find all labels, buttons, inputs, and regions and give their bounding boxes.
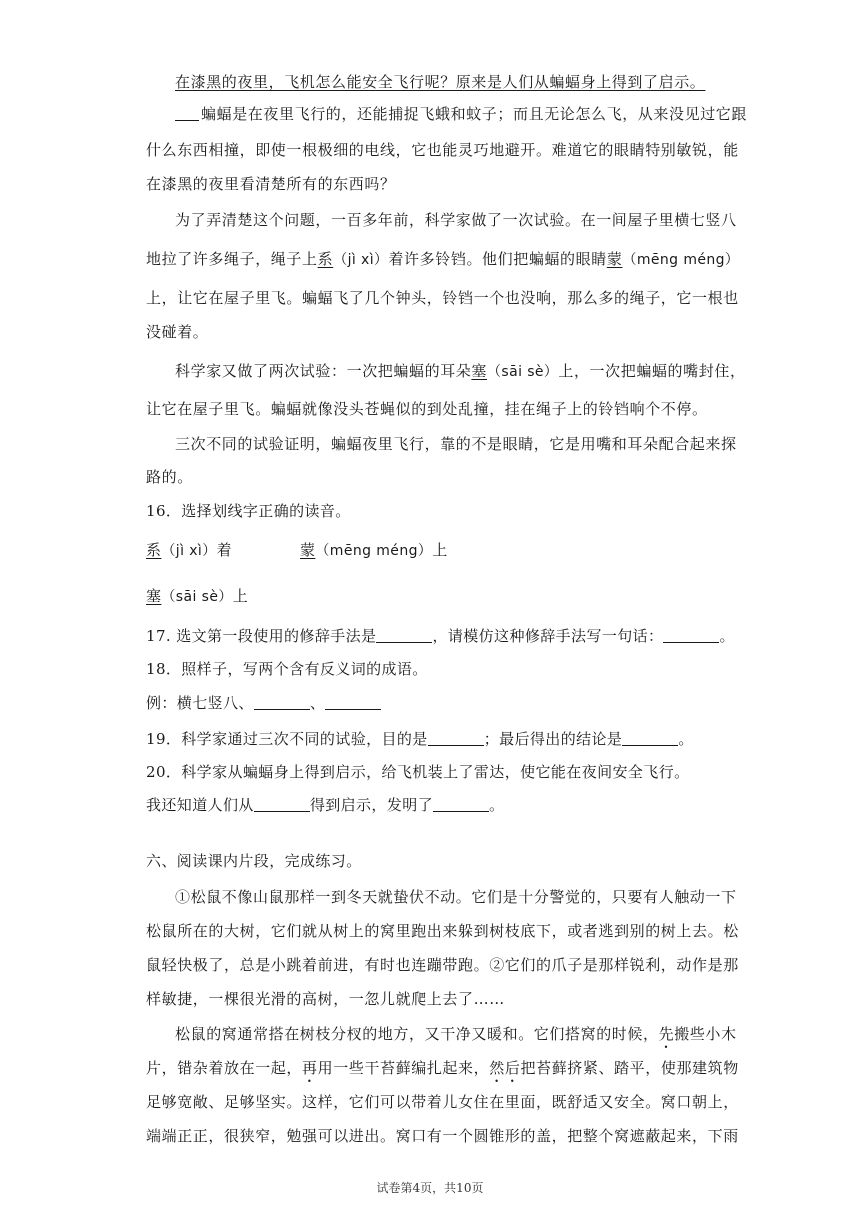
passage-text: 松鼠的窝通常搭在树枝分杈的地方，又干净又暖和。它们搭窝的时候， — [175, 1025, 659, 1043]
question-text: 。 — [678, 730, 694, 748]
passage-paragraph-5-line-2: 路的。 — [146, 468, 193, 486]
dotted-word: 先 — [658, 1025, 675, 1043]
passage-paragraph-2-line-3: 在漆黑的夜里看清楚所有的东西吗？ — [146, 175, 396, 193]
question-16-option-a[interactable] — [146, 540, 232, 561]
passage-paragraph-3-line-4: 没碰着。 — [146, 323, 209, 341]
pinyin-options: （jì xì） — [333, 252, 389, 268]
question-16: 16．选择划线字正确的读音。 — [146, 502, 351, 520]
passage-text: 地拉了许多绳子，绳子上 — [146, 250, 318, 268]
passage-paragraph-3-line-2 — [146, 249, 740, 270]
underlined-char: 塞 — [471, 362, 488, 380]
passage-text: 科学家又做了两次试验：一次把蝙蝠的耳朵 — [175, 362, 472, 380]
passage-text: 着许多铃铛。他们把蝙蝠的眼睛 — [388, 250, 607, 268]
question-18: 18．照样子，写两个含有反义词的成语。 — [146, 660, 428, 678]
underlined-char: 蒙 — [300, 541, 316, 559]
section-6-line-4: 样敏捷，一棵很光滑的高树，一忽儿就爬上去了…… — [146, 990, 505, 1008]
passage-text: 把苔藓挤紧、踏平，使那建筑物 — [520, 1059, 739, 1077]
answer-blank[interactable] — [175, 106, 199, 121]
underlined-char: 塞 — [146, 587, 162, 605]
underlined-char: 系 — [146, 541, 162, 559]
question-text: 得到启示，发明了 — [309, 796, 434, 814]
section-6-line-1: ①松鼠不像山鼠那样一到冬天就蛰伏不动。它们是十分警觉的，只要有人触动一下 — [175, 888, 737, 906]
passage-paragraph-2-line-1 — [175, 104, 748, 124]
question-text: 17. 选文第一段使用的修辞手法是 — [146, 627, 377, 645]
section-6-line-3: 鼠轻快极了，总是小跳着前进，有时也连蹦带跑。②它们的爪子是那样锐利，动作是那 — [146, 956, 739, 974]
passage-text: 片，错杂着放在一起， — [146, 1059, 303, 1077]
question-16-option-c[interactable] — [146, 586, 248, 607]
section-6-line-6 — [146, 1058, 739, 1086]
question-text: 上 — [232, 587, 249, 605]
pinyin-options: （jì xì） — [161, 543, 217, 559]
pinyin-options: （mēng méng） — [622, 252, 740, 268]
question-16-option-b[interactable] — [300, 540, 448, 561]
question-text: 。 — [489, 796, 505, 814]
question-text: 例：横七竖八、 — [146, 694, 254, 712]
pinyin-options: （sāi sè） — [161, 589, 233, 605]
passage-text: 蝙蝠是在夜里飞行的，还能捕捉飞蛾和蚊子；而且无论怎么飞，从来没见过它跟 — [201, 105, 748, 123]
pinyin-options: （mēng méng） — [315, 543, 433, 559]
section-6-line-7: 足够宽敞、足够坚实。这样，它们可以带着儿女住在里面，既舒适又安全。窝口朝上， — [146, 1093, 739, 1111]
passage-paragraph-5-line-1: 三次不同的试验证明，蝙蝠夜里飞行，靠的不是眼睛，它是用嘴和耳朵配合起来探 — [175, 435, 737, 453]
question-text: 着 — [216, 541, 233, 559]
dotted-word: 然后 — [489, 1059, 521, 1077]
section-6-line-2: 松鼠所在的大树，它们就从树上的窝里跑出来躲到树枝底下，或者逃到别的树上去。松 — [146, 922, 739, 940]
question-text: 、 — [309, 694, 326, 712]
answer-blank[interactable] — [622, 731, 678, 746]
underlined-char: 系 — [317, 250, 334, 268]
answer-blank[interactable] — [254, 695, 310, 710]
question-text: 我还知道人们从 — [146, 796, 254, 814]
passage-paragraph-4-line-2: 让它在屋子里飞。蝙蝠就像没头苍蝇似的到处乱撞，挂在绳子上的铃铛响个不停。 — [146, 400, 708, 418]
answer-blank[interactable] — [428, 731, 484, 746]
answer-blank[interactable] — [254, 797, 310, 812]
question-text: ；最后得出的结论是 — [483, 730, 623, 748]
section-6-line-8: 端端正正，很狭窄，勉强可以进出。窝口有一个圆锥形的盖，把整个窝遮蔽起来，下雨 — [146, 1127, 739, 1145]
question-19 — [146, 729, 694, 749]
passage-text: 上，一次把蝙蝠的嘴封住， — [558, 362, 746, 380]
section-6-title: 六、阅读课内片段，完成练习。 — [146, 852, 362, 870]
question-text: 上 — [432, 541, 448, 559]
section-6-line-5 — [175, 1024, 737, 1052]
question-text: 。 — [719, 627, 735, 645]
passage-paragraph-3-line-1: 为了弄清楚这个问题，一百多年前，科学家做了一次试验。在一间屋子里横七竖八 — [175, 211, 737, 229]
passage-paragraph-1: 在漆黑的夜里，飞机怎么能安全飞行呢？原来是人们从蝙蝠身上得到了启示。 — [175, 73, 706, 91]
question-text: ，请模仿这种修辞手法写一句话： — [432, 627, 664, 645]
question-text: 19．科学家通过三次不同的试验，目的是 — [146, 730, 428, 748]
question-17 — [146, 626, 735, 646]
answer-blank[interactable] — [663, 628, 719, 643]
question-18-example — [146, 693, 381, 713]
answer-blank[interactable] — [376, 628, 432, 643]
question-20: 20．科学家从蝙蝠身上得到启示，给飞机装上了雷达，使它能在夜间安全飞行。 — [146, 763, 690, 781]
passage-paragraph-4-line-1 — [175, 361, 746, 382]
answer-blank[interactable] — [433, 797, 489, 812]
passage-text: 用一些干苔藓编扎起来， — [317, 1059, 490, 1077]
passage-text: 搬些小木 — [674, 1025, 737, 1043]
passage-paragraph-3-line-3: 上，让它在屋子里飞。蝙蝠飞了几个钟头，铃铛一个也没响，那么多的绳子，它一根也 — [146, 289, 739, 307]
passage-paragraph-2-line-2: 什么东西相撞，即使一根极细的电线，它也能灵巧地避开。难道它的眼睛特别敏锐，能 — [146, 141, 739, 159]
question-20-answer — [146, 795, 504, 815]
page-footer: 试卷第4页，共10页 — [376, 1181, 484, 1195]
answer-blank[interactable] — [325, 695, 381, 710]
underlined-char: 蒙 — [606, 250, 623, 268]
pinyin-options: （sāi sè） — [487, 364, 559, 380]
dotted-word: 再 — [302, 1059, 318, 1077]
